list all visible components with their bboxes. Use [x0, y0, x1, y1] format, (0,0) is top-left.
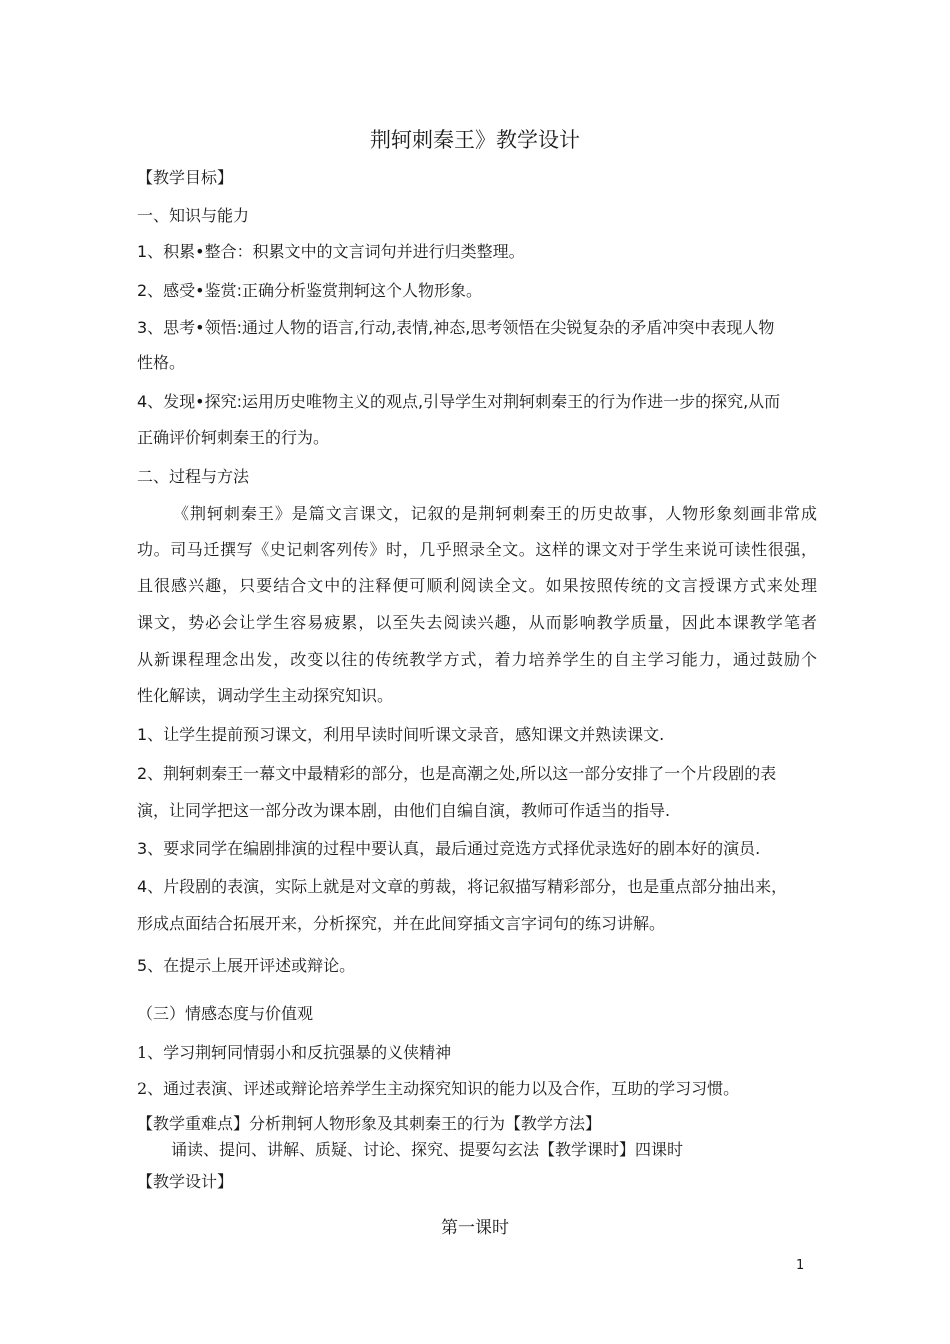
- emotion-item-2: 2、通过表演、评述或辩论培养学生主动探究知识的能力以及合作，互助的学习习惯。: [137, 1079, 740, 1098]
- process-item-1: 1、让学生提前预习课文，利用早读时间听课文录音，感知课文并熟读课文.: [137, 725, 665, 744]
- process-item-4: 4、片段剧的表演，实际上就是对文章的剪裁，将记叙描写精彩部分，也是重点部分抽出来，: [137, 877, 788, 896]
- paragraph-line-5: 从新课程理念出发，改变以往的传统教学方式，着力培养学生的自主学习能力，通过鼓励个: [137, 650, 817, 669]
- objective-item-1: 1、积累•整合：积累文中的文言词句并进行归类整理。: [137, 242, 525, 261]
- design-heading: 【教学设计】: [137, 1172, 234, 1191]
- page-number: 1: [796, 1258, 805, 1273]
- objectives-heading: 【教学目标】: [137, 168, 234, 187]
- methods-line: 诵读、提问、讲解、质疑、讨论、探究、提要勾玄法【教学课时】四课时: [171, 1140, 684, 1159]
- paragraph-line-2: 功。司马迁撰写《史记刺客列传》时，几乎照录全文。这样的课文对于学生来说可读性很强，: [137, 540, 817, 559]
- objective-item-3: 3、思考•领悟:通过人物的语言,行动,表情,神态,思考领悟在尖锐复杂的矛盾冲突中表现人物: [137, 318, 775, 337]
- process-item-3: 3、要求同学在编剧排演的过程中要认真，最后通过竞选方式择优录选好的剧本好的演员.: [137, 839, 761, 858]
- process-item-2: 2、荆轲刺秦王一幕文中最精彩的部分，也是高潮之处,所以这一部分安排了一个片段剧的表: [137, 764, 777, 783]
- paragraph-line-4: 课文，势必会让学生容易疲累，以至失去阅读兴趣，从而影响教学质量，因此本课教学笔者: [137, 613, 817, 632]
- process-item-5: 5、在提示上展开评述或辩论。: [137, 956, 356, 975]
- section-process-heading: 二、过程与方法: [137, 467, 250, 486]
- paragraph-line-1: 《荆轲刺秦王》是篇文言课文，记叙的是荆轲刺秦王的历史故事，人物形象刻画非常成: [173, 504, 817, 523]
- emotion-item-1: 1、学习荆轲同情弱小和反抗强暴的义侠精神: [137, 1043, 452, 1062]
- document-title: 荆轲刺秦王》教学设计: [370, 128, 580, 152]
- objective-item-3-cont: 性格。: [137, 353, 186, 372]
- key-points-line: 【教学重难点】分析荆轲人物形象及其刺秦王的行为【教学方法】: [137, 1114, 602, 1133]
- objective-item-2: 2、感受•鉴赏:正确分析鉴赏荆轲这个人物形象。: [137, 281, 483, 300]
- paragraph-line-3: 且很感兴趣，只要结合文中的注释便可顺利阅读全文。如果按照传统的文言授课方式来处理: [137, 576, 817, 595]
- paragraph-line-6: 性化解读，调动学生主动探究知识。: [137, 686, 394, 705]
- process-item-2-cont: 演，让同学把这一部分改为课本剧，由他们自编自演，教师可作适当的指导.: [137, 801, 671, 820]
- lesson-heading: 第一课时: [441, 1218, 509, 1238]
- section-knowledge-heading: 一、知识与能力: [137, 206, 250, 225]
- objective-item-4-cont: 正确评价轲刺秦王的行为。: [137, 428, 330, 447]
- process-item-4-cont: 形成点面结合拓展开来，分析探究，并在此间穿插文言字词句的练习讲解。: [137, 914, 666, 933]
- section-emotion-heading: （三）情感态度与价值观: [137, 1004, 314, 1023]
- objective-item-4: 4、发现•探究:运用历史唯物主义的观点,引导学生对荆轲刺秦王的行为作进一步的探究,从而: [137, 392, 781, 411]
